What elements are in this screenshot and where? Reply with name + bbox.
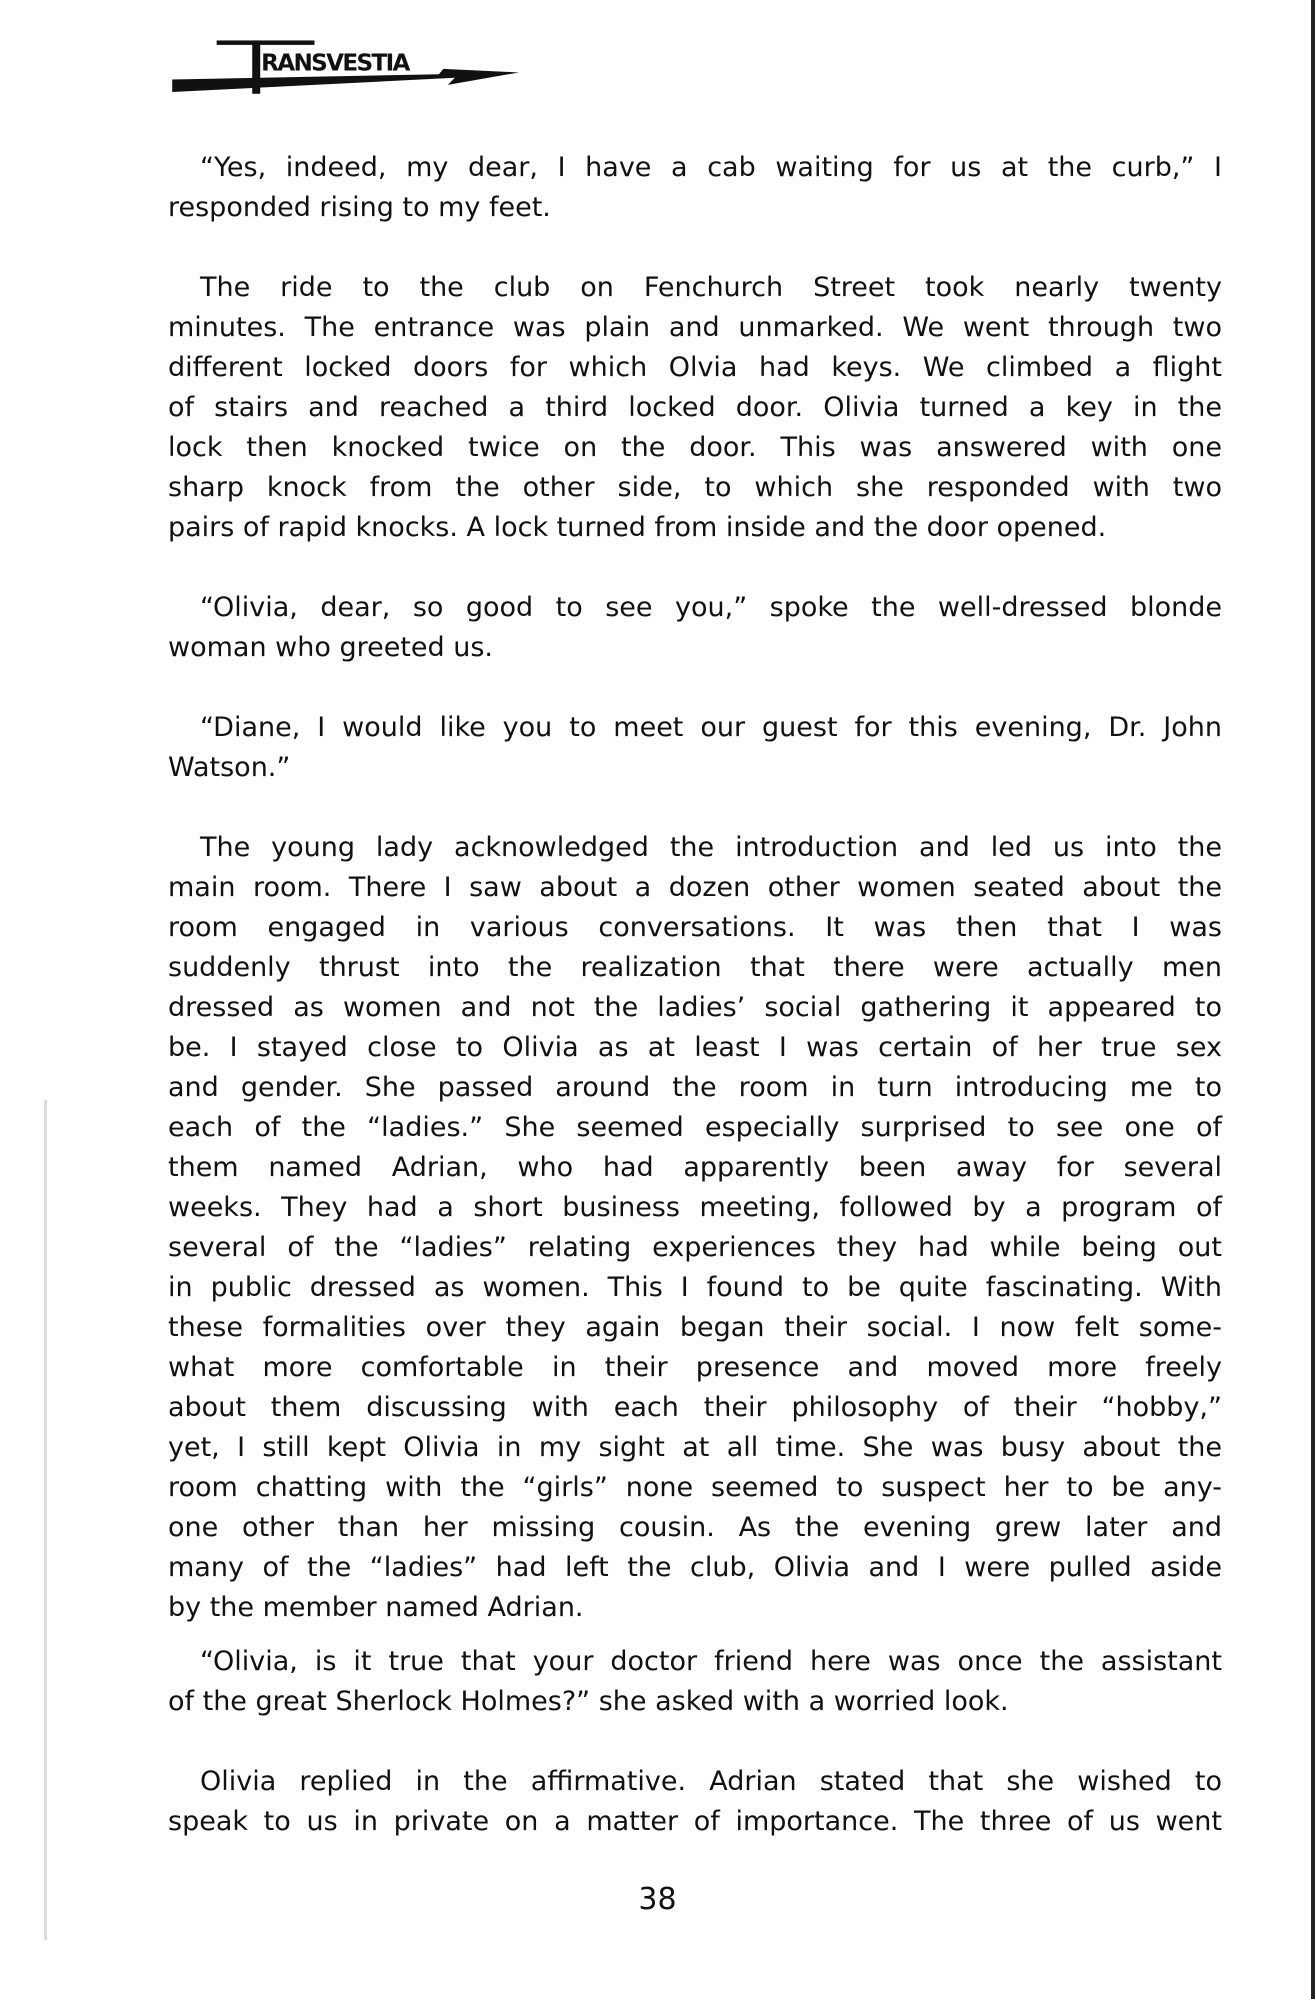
- text-line: “Yes, indeed, my dear, I have a cab waiting for us at the curb,” I: [200, 152, 1222, 183]
- text-line: main room. There I saw about a dozen other women seated about the: [168, 872, 1222, 903]
- text-line: weeks. They had a short business meeting, followed by a program of: [168, 1192, 1222, 1223]
- page-number: 38: [638, 1882, 677, 1917]
- text-line: The ride to the club on Fenchurch Street took nearly twenty: [200, 272, 1222, 303]
- text-line: responded rising to my feet.: [168, 192, 551, 223]
- text-line: about them discussing with each their philosophy of their “hobby,”: [168, 1392, 1222, 1423]
- paragraph: [168, 828, 1222, 1628]
- text-line: “Olivia, dear, so good to see you,” spoke the well-dressed blonde: [200, 592, 1222, 623]
- text-line: yet, I still kept Olivia in my sight at all time. She was busy about the: [168, 1432, 1222, 1463]
- text-line: room engaged in various conversations. It was then that I was: [168, 912, 1222, 943]
- page-edge: [1311, 0, 1315, 1999]
- paragraph: [168, 148, 1222, 228]
- text-line: “Olivia, is it true that your doctor friend here was once the assistant: [200, 1646, 1222, 1677]
- text-line: be. I stayed close to Olivia as at least I was certain of her true sex: [168, 1032, 1222, 1063]
- body-text: [168, 148, 1222, 1882]
- text-line: suddenly thrust into the realization that there were actually men: [168, 952, 1222, 983]
- text-line: by the member named Adrian.: [168, 1592, 584, 1623]
- text-line: these formalities over they again began their social. I now felt some-: [168, 1312, 1222, 1343]
- paragraph: [168, 708, 1222, 788]
- text-line: what more comfortable in their presence and moved more freely: [168, 1352, 1222, 1383]
- text-line: Olivia replied in the affirmative. Adrian stated that she wished to: [200, 1766, 1222, 1797]
- text-line: and gender. She passed around the room in turn introducing me to: [168, 1072, 1222, 1103]
- text-line: The young lady acknowledged the introduction and led us into the: [200, 832, 1222, 863]
- text-line: Watson.”: [168, 752, 291, 783]
- paragraph: [168, 588, 1222, 668]
- text-line: each of the “ladies.” She seemed especially surprised to see one of: [168, 1112, 1222, 1143]
- text-line: of stairs and reached a third locked door. Olivia turned a key in the: [168, 392, 1222, 423]
- text-line: room chatting with the “girls” none seemed to suspect her to be any-: [168, 1472, 1222, 1503]
- text-line: woman who greeted us.: [168, 632, 493, 663]
- binding-shadow: [44, 1100, 47, 1940]
- text-line: sharp knock from the other side, to which she responded with two: [168, 472, 1222, 503]
- text-line: one other than her missing cousin. As the evening grew later and: [168, 1512, 1222, 1543]
- text-line: them named Adrian, who had apparently been away for several: [168, 1152, 1222, 1183]
- text-line: “Diane, I would like you to meet our guest for this evening, Dr. John: [200, 712, 1222, 743]
- text-line: in public dressed as women. This I found to be quite fascinating. With: [168, 1272, 1222, 1303]
- svg-text:RANSVESTIA: RANSVESTIA: [261, 50, 411, 77]
- text-line: lock then knocked twice on the door. This was answered with one: [168, 432, 1222, 463]
- text-line: of the great Sherlock Holmes?” she asked with a worried look.: [168, 1686, 1009, 1717]
- paragraph: [168, 1762, 1222, 1842]
- paragraph: [168, 268, 1222, 548]
- text-line: many of the “ladies” had left the club, Olivia and I were pulled aside: [168, 1552, 1222, 1583]
- text-line: different locked doors for which Olvia had keys. We climbed a flight: [168, 352, 1222, 383]
- text-line: minutes. The entrance was plain and unmarked. We went through two: [168, 312, 1222, 343]
- text-line: dressed as women and not the ladies’ social gathering it appeared to: [168, 992, 1222, 1023]
- transvestia-logo: [160, 28, 540, 108]
- text-line: several of the “ladies” relating experiences they had while being out: [168, 1232, 1222, 1263]
- paragraph: [168, 1642, 1222, 1722]
- text-line: pairs of rapid knocks. A lock turned from inside and the door opened.: [168, 512, 1107, 543]
- text-line: speak to us in private on a matter of importance. The three of us went: [168, 1806, 1222, 1837]
